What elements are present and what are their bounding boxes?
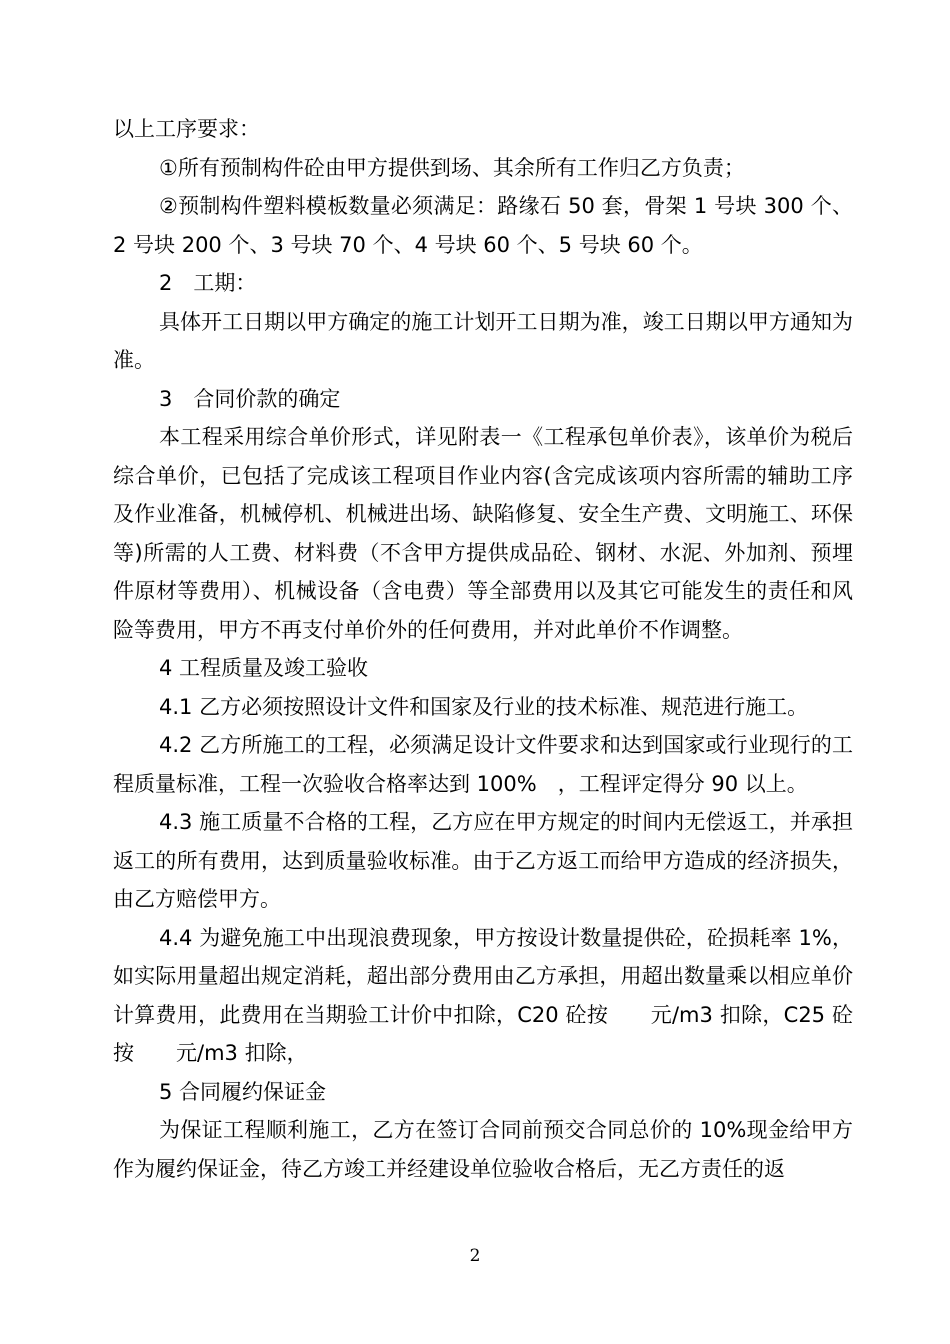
section-heading-schedule: 2 工期： <box>159 271 257 295</box>
section-heading-performance-bond: 5 合同履约保证金 <box>159 1079 327 1104</box>
paragraph-quality-4-1: 4.1 乙方必须按照设计文件和国家及行业的技术标准、规范进行施工。 <box>159 694 809 719</box>
paragraph-contract-price: 本工程采用综合单价形式，详见附表一《工程承包单价表》，该单价为税后综合单价，已包括了完成该工程项目作业内容(含完成该项内容所需的辅助工序及作业准备，机械停机、机械进出场、缺陷修复、安全生产费、文明施工、环保等)所需的人工费、材料费（不含甲方提供成品砼、钢材、水泥、外加剂、预埋件原材等费用）、机械设备（含电费）等全部费用以及其它可能发生的责任和风险等费用，甲方不再支付单价外的任何费用，并对此单价不作调整。 <box>113 425 853 642</box>
paragraph-requirement-1: ①所有预制构件砼由甲方提供到场、其余所有工作归乙方负责； <box>159 155 745 180</box>
paragraph-requirement-2: ②预制构件塑料模板数量必须满足：路缘石 50 套，骨架 1 号块 300 个、2 号块 200 个、3 号块 70 个、4 号块 60 个、5 号块 60 个。 <box>113 194 853 257</box>
section-heading-quality: 4 工程质量及竣工验收 <box>159 656 369 680</box>
section-heading-contract-price: 3 合同价款的确定 <box>159 386 341 411</box>
paragraph-quality-4-3: 4.3 施工质量不合格的工程，乙方应在甲方规定的时间内无偿返工，并承担返工的所有费用，达到质量验收标准。由于乙方返工而给甲方造成的经济损失，由乙方赔偿甲方。 <box>113 810 853 911</box>
paragraph-quality-4-4: 4.4 为避免施工中出现浪费现象，甲方按设计数量提供砼，砼损耗率 1%，如实际用量超出规定消耗，超出部分费用由乙方承担，用超出数量乘以相应单价计算费用，此费用在当期验工计价中扣除，C20 砼按 元/m3 扣除，C25 砼按 元/m3 扣除， <box>113 925 853 1065</box>
paragraph-quality-4-2: 4.2 乙方所施工的工程，必须满足设计文件要求和达到国家或行业现行的工程质量标准，工程一次验收合格率达到 100% ，工程评定得分 90 以上。 <box>113 733 853 796</box>
page-number: 2 <box>469 1246 481 1266</box>
paragraph-performance-bond: 为保证工程顺利施工，乙方在签订合同前预交合同总价的 10%现金给甲方作为履约保证金，待乙方竣工并经建设单位验收合格后，无乙方责任的返 <box>113 1118 853 1181</box>
document-body <box>113 110 853 1188</box>
paragraph-schedule: 具体开工日期以甲方确定的施工计划开工日期为准，竣工日期以甲方通知为准。 <box>113 309 853 372</box>
paragraph-requirements-heading: 以上工序要求： <box>113 117 260 141</box>
